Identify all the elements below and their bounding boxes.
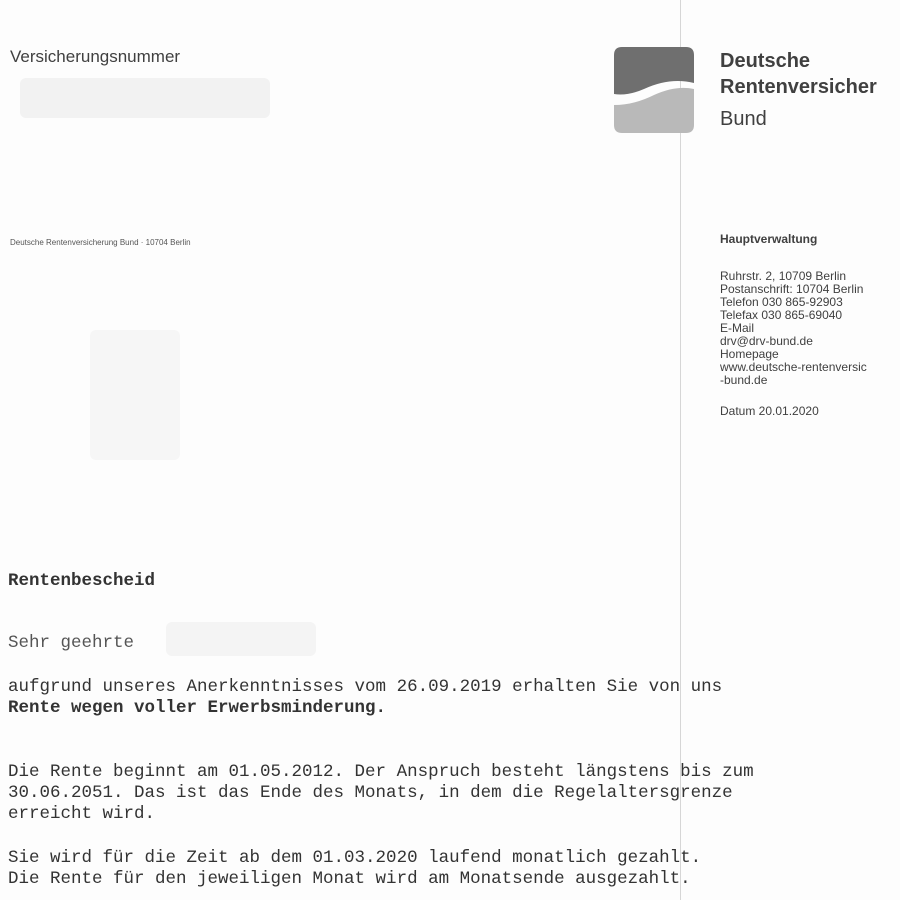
- return-address: Deutsche Rentenversicherung Bund · 10704 Berlin: [10, 238, 191, 247]
- letter-date: Datum 20.01.2020: [720, 404, 819, 418]
- sender-block: [720, 232, 867, 418]
- drv-logo: [614, 47, 694, 133]
- redacted-area: [166, 622, 316, 656]
- versicherungsnummer-label: Versicherungsnummer: [10, 47, 181, 66]
- sender-homepage-cont[interactable]: -bund.de: [720, 373, 768, 387]
- salutation: Sehr geehrte: [8, 633, 135, 653]
- sender-homepage[interactable]: www.deutsche-rentenversic: [720, 360, 867, 374]
- redacted-area: [90, 330, 180, 460]
- pension-type: Rente wegen voller Erwerbsminderung.: [8, 698, 387, 718]
- paragraph-line: aufgrund unseres Anerkenntnisses vom 26.09.2019 erhalten Sie von uns: [8, 677, 723, 697]
- sender-line: Postanschrift: 10704 Berlin: [720, 282, 864, 296]
- paragraph-line: 30.06.2051. Das ist das Ende des Monats, in dem die Regelaltersgrenze: [8, 783, 733, 803]
- brand-line-1: Deutsche: [720, 50, 811, 72]
- sender-line: Telefon 030 865-92903: [720, 295, 843, 309]
- brand-line-3: Bund: [720, 108, 767, 130]
- sender-email[interactable]: drv@drv-bund.de: [720, 334, 813, 348]
- letter-title: Rentenbescheid: [8, 571, 156, 591]
- sender-heading: Hauptverwaltung: [720, 232, 818, 246]
- paragraph-3: [8, 848, 701, 890]
- brand-name: [720, 48, 877, 132]
- redacted-area: [20, 78, 270, 118]
- sender-line: Homepage: [720, 347, 779, 361]
- paragraph-1: [8, 677, 722, 719]
- paragraph-2: [8, 762, 754, 825]
- brand-line-2: Rentenversicher: [720, 76, 877, 98]
- sender-line: Telefax 030 865-69040: [720, 308, 843, 322]
- paragraph-line: erreicht wird.: [8, 804, 156, 824]
- paragraph-line: Sie wird für die Zeit ab dem 01.03.2020 laufend monatlich gezahlt.: [8, 848, 702, 868]
- sender-line: Ruhrstr. 2, 10709 Berlin: [720, 269, 847, 283]
- paragraph-line: Die Rente beginnt am 01.05.2012. Der Anspruch besteht längstens bis zum: [8, 762, 754, 782]
- paragraph-line: Die Rente für den jeweiligen Monat wird am Monatsende ausgezahlt.: [8, 869, 691, 889]
- sender-line: E-Mail: [720, 321, 755, 335]
